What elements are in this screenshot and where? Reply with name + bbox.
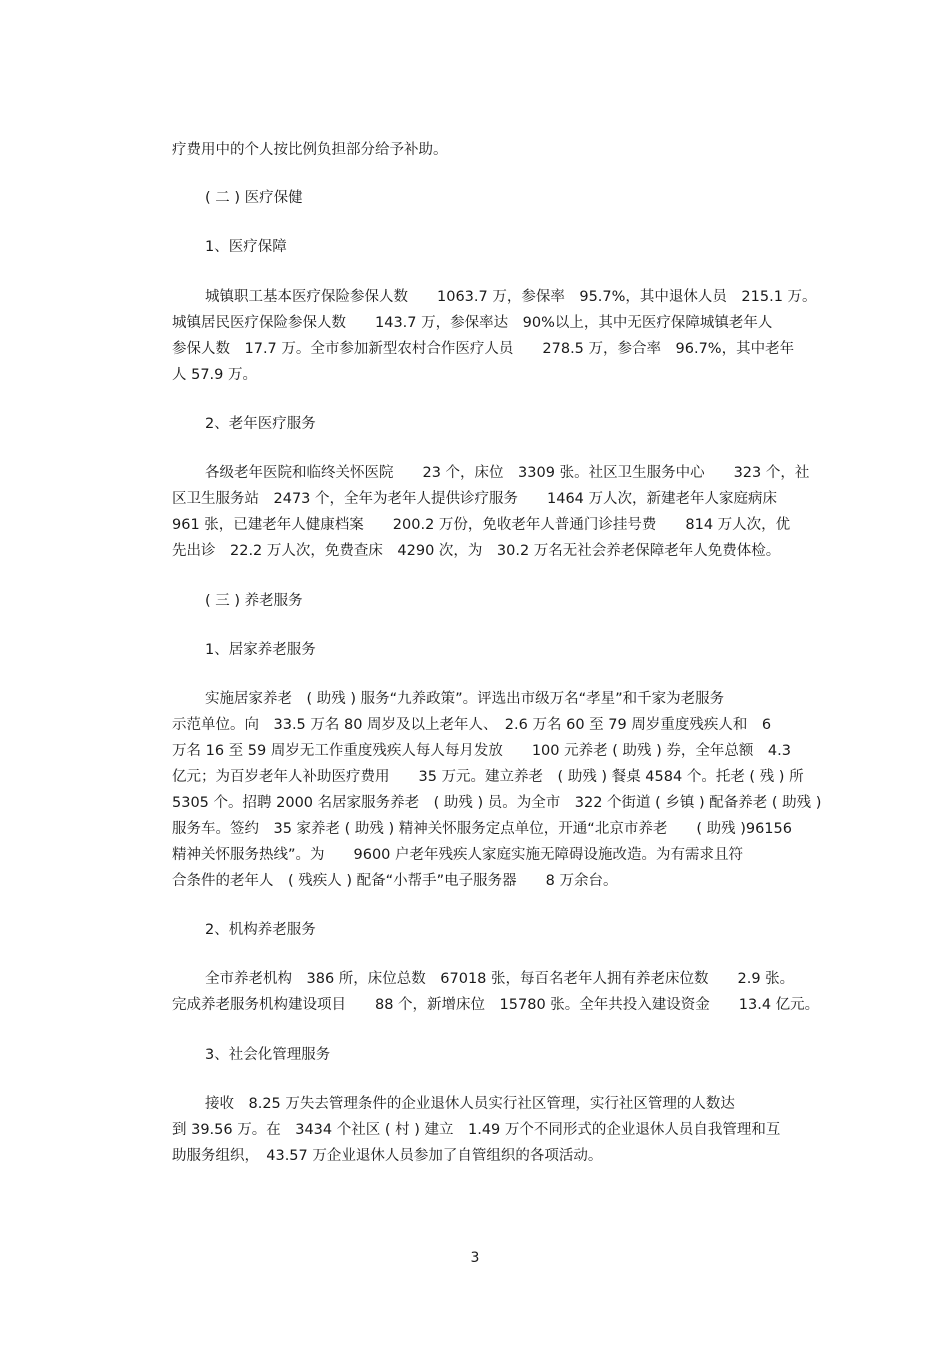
page-number: 3 (470, 1250, 480, 1266)
paragraph-line: 各级老年医院和临终关怀医院 23 个，床位 3309 张。社区卫生服务中心 323 个，社 (205, 465, 810, 481)
paragraph-line: 示范单位。向 33.5 万名 80 周岁及以上老年人、 2.6 万名 60 至 79 周岁重度残疾人和 6 (172, 717, 772, 733)
paragraph-line: 5305 个。招聘 2000 名居家服务养老 ( 助残 ) 员。为全市 322 个街道 ( 乡镇 ) 配备养老 ( 助残 ) (172, 795, 822, 811)
paragraph-line: 完成养老服务机构建设项目 88 个，新增床位 15780 张。全年共投入建设资金 13.4 亿元。 (172, 997, 820, 1013)
section-heading: ( 二 ) 医疗保健 (205, 190, 303, 206)
paragraph-line: 合条件的老年人 ( 残疾人 ) 配备“小帮手”电子服务器 8 万余台。 (172, 873, 618, 889)
paragraph-line: 疗费用中的个人按比例负担部分给予补助。 (172, 142, 448, 158)
subsection-heading: 3、社会化管理服务 (205, 1047, 331, 1063)
paragraph-line: 实施居家养老 ( 助残 ) 服务“九养政策”。评选出市级万名“孝星”和千家为老服务 (205, 691, 725, 707)
paragraph-line: 区卫生服务站 2473 个，全年为老年人提供诊疗服务 1464 万人次，新建老年人家庭病床 (172, 491, 778, 507)
paragraph-line: 961 张，已建老年人健康档案 200.2 万份，免收老年人普通门诊挂号费 814 万人次，优 (172, 517, 791, 533)
paragraph-line: 助服务组织， 43.57 万企业退休人员参加了自管组织的各项活动。 (172, 1148, 603, 1164)
paragraph-line: 到 39.56 万。在 3434 个社区 ( 村 ) 建立 1.49 万个不同形式的企业退休人员自我管理和互 (172, 1122, 781, 1138)
paragraph-line: 先出诊 22.2 万人次，免费查床 4290 次，为 30.2 万名无社会养老保障老年人免费体检。 (172, 543, 781, 559)
paragraph-line: 亿元；为百岁老年人补助医疗费用 35 万元。建立养老 ( 助残 ) 餐桌 4584 个。托老 ( 残 ) 所 (172, 769, 804, 785)
paragraph-line: 万名 16 至 59 周岁无工作重度残疾人每人每月发放 100 元养老 ( 助残 ) 券，全年总额 4.3 (172, 743, 791, 759)
paragraph-line: 精神关怀服务热线”。为 9600 户老年残疾人家庭实施无障碍设施改造。为有需求且符 (172, 847, 744, 863)
paragraph-line: 接收 8.25 万失去管理条件的企业退休人员实行社区管理，实行社区管理的人数达 (205, 1096, 735, 1112)
paragraph-line: 城镇职工基本医疗保险参保人数 1063.7 万，参保率 95.7%，其中退休人员 215.1 万。 (205, 289, 817, 305)
paragraph-line: 人 57.9 万。 (172, 367, 258, 383)
subsection-heading: 2、机构养老服务 (205, 922, 316, 938)
subsection-heading: 1、医疗保障 (205, 239, 287, 255)
subsection-heading: 2、老年医疗服务 (205, 416, 316, 432)
paragraph-line: 服务车。签约 35 家养老 ( 助残 ) 精神关怀服务定点单位，开通“北京市养老 ( 助残 )96156 (172, 821, 792, 837)
paragraph-line: 参保人数 17.7 万。全市参加新型农村合作医疗人员 278.5 万，参合率 96.7%，其中老年 (172, 341, 795, 357)
section-heading: ( 三 ) 养老服务 (205, 593, 303, 609)
paragraph-line: 城镇居民医疗保险参保人数 143.7 万，参保率达 90%以上，其中无医疗保障城镇老年人 (172, 315, 773, 331)
paragraph-line: 全市养老机构 386 所，床位总数 67018 张，每百名老年人拥有养老床位数 2.9 张。 (205, 971, 795, 987)
subsection-heading: 1、居家养老服务 (205, 642, 316, 658)
